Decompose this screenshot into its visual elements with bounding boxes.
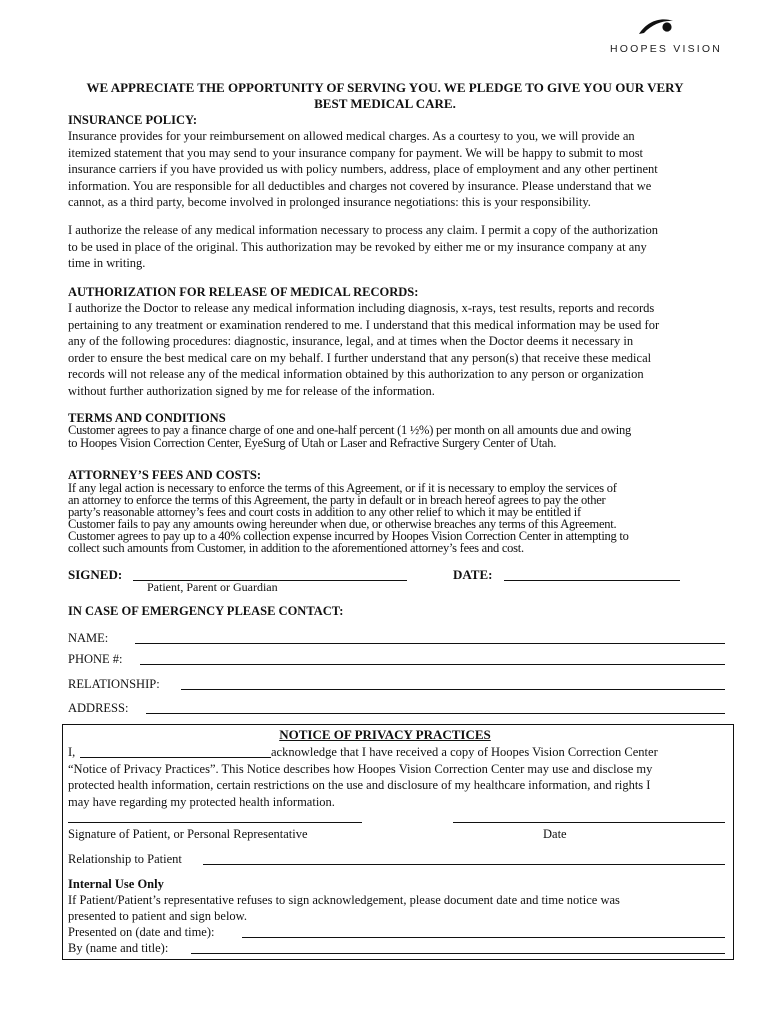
attorney-text-line: an attorney to enforce the terms of this Agreement, the party in default or in breach hereof agrees to pay the other <box>68 493 606 507</box>
terms-text-line: to Hoopes Vision Correction Center, EyeSurg of Utah or Laser and Refractive Surgery Center of Utah. <box>68 436 557 450</box>
phone-label: PHONE #: <box>68 652 123 666</box>
authorization-text-line: I authorize the release of any medical information necessary to process any claim. I permit a copy of the authorization <box>68 223 659 237</box>
insurance-text-line: information. You are responsible for all deductibles and charges not covered by insurance. Please understand that we <box>68 178 652 193</box>
attorney-text-line: collect such amounts from Customer, in addition to the aforementioned attorney’s fees and cost. <box>68 541 524 555</box>
attorney-text-line: If any legal action is necessary to enforce the terms of this Agreement, or if it is necessary to employ the services of <box>68 481 617 495</box>
attorney-text-line: Customer fails to pay any amounts owing hereunder when due, or otherwise breaches any terms of this Agreement. <box>68 517 617 531</box>
by-name-title-label: By (name and title): <box>68 941 169 955</box>
records-text-line: any of the following procedures: diagnostic, insurance, legal, and at times when the Doctor deems it necessary in <box>68 334 634 348</box>
attorney-text-line: Customer agrees to pay up to a 40% collection expense incurred by Hoopes Vision Correction Center in attempting to <box>68 529 629 543</box>
relationship-label: RELATIONSHIP: <box>68 677 160 691</box>
privacy-date-label: Date <box>543 827 567 841</box>
presented-on-label: Presented on (date and time): <box>68 925 215 939</box>
authorization-text-line: time in writing. <box>68 256 146 270</box>
insurance-text-line: Insurance provides for your reimbursement on allowed medical charges. As a courtesy to you, we will provide an <box>68 129 635 143</box>
eye-swoosh-icon <box>638 16 674 38</box>
signed-sublabel: Patient, Parent or Guardian <box>147 580 278 594</box>
internal-use-heading: Internal Use Only <box>68 877 164 891</box>
privacy-date-field[interactable] <box>453 822 725 823</box>
privacy-text-line: acknowledge that I have received a copy of Hoopes Vision Correction Center <box>271 745 658 759</box>
privacy-name-field[interactable] <box>80 757 271 758</box>
intro-line-1: WE APPRECIATE THE OPPORTUNITY OF SERVING YOU. WE PLEDGE TO GIVE YOU OUR VERY <box>86 80 684 95</box>
insurance-text-line: itemized statement that you may send to your insurance company for payment. We will be happy to submit to most <box>68 145 644 160</box>
privacy-text-line: “Notice of Privacy Practices”. This Notice describes how Hoopes Vision Correction Center may use and disclose my <box>68 761 653 776</box>
address-field[interactable] <box>146 713 725 714</box>
privacy-i-label: I, <box>68 745 76 759</box>
insurance-heading: INSURANCE POLICY: <box>68 113 198 127</box>
date-label: DATE: <box>453 567 493 582</box>
presented-on-field[interactable] <box>242 937 725 938</box>
records-heading: AUTHORIZATION FOR RELEASE OF MEDICAL RECORDS: <box>68 285 419 299</box>
records-text-line: I authorize the Doctor to release any medical information including diagnosis, x-rays, test results, reports and records <box>68 301 655 315</box>
by-name-title-field[interactable] <box>191 953 725 954</box>
signed-label: SIGNED: <box>68 567 123 582</box>
records-text-line: records will not release any of the medical information obtained by this authorization to any person or organization <box>68 367 644 381</box>
relationship-field[interactable] <box>181 689 725 690</box>
name-field[interactable] <box>135 643 725 644</box>
privacy-heading-text: NOTICE OF PRIVACY PRACTICES <box>279 727 491 742</box>
privacy-signature-label: Signature of Patient, or Personal Representative <box>68 827 308 841</box>
address-label: ADDRESS: <box>68 701 129 715</box>
insurance-text-line: cannot, as a third party, become involved in prolonged insurance negotiations: this is your responsibility. <box>68 195 591 209</box>
privacy-relationship-field[interactable] <box>203 864 725 865</box>
phone-field[interactable] <box>140 664 725 665</box>
terms-heading: TERMS AND CONDITIONS <box>68 411 226 425</box>
records-text-line: pertaining to any treatment or examination rendered to me. I understand that this medical information may be used for <box>68 317 660 332</box>
records-text-line: order to ensure the best medical care on my behalf. I further understand that any person(s) that receive these medical <box>68 350 652 365</box>
attorney-text-line: party’s reasonable attorney’s fees and court costs in addition to any other relief to which it may be entitled if <box>68 505 581 519</box>
emergency-heading: IN CASE OF EMERGENCY PLEASE CONTACT: <box>68 604 344 618</box>
intro-line-2: BEST MEDICAL CARE. <box>314 96 456 111</box>
insurance-text-line: insurance carriers if you have provided us with policy numbers, address, place of employment and any other pertinent <box>68 162 658 176</box>
attorney-heading: ATTORNEY’S FEES AND COSTS: <box>68 468 261 482</box>
hoopes-vision-logo <box>600 16 723 60</box>
privacy-relationship-label: Relationship to Patient <box>68 852 182 866</box>
logo-text: HOOPES VISION <box>610 43 723 55</box>
privacy-heading <box>0 727 770 744</box>
internal-use-text-line: If Patient/Patient’s representative refuses to sign acknowledgement, please document date and time notice was <box>68 893 620 907</box>
name-label: NAME: <box>68 631 109 645</box>
privacy-text-line: may have regarding my protected health information. <box>68 794 335 809</box>
privacy-signature-field[interactable] <box>68 822 362 823</box>
authorization-text-line: to be used in place of the original. This authorization may be revoked by either me or my insurance company at any <box>68 239 647 254</box>
terms-text-line: Customer agrees to pay a finance charge of one and one-half percent (1 ½%) per month on all amounts due and owing <box>68 423 631 437</box>
internal-use-text-line: presented to patient and sign below. <box>68 909 248 923</box>
date-line[interactable] <box>504 580 680 581</box>
privacy-text-line: protected health information, certain restrictions on the use and disclosure of my healthcare information, and rights I <box>68 778 651 792</box>
records-text-line: without further authorization signed by me for release of the information. <box>68 383 435 398</box>
